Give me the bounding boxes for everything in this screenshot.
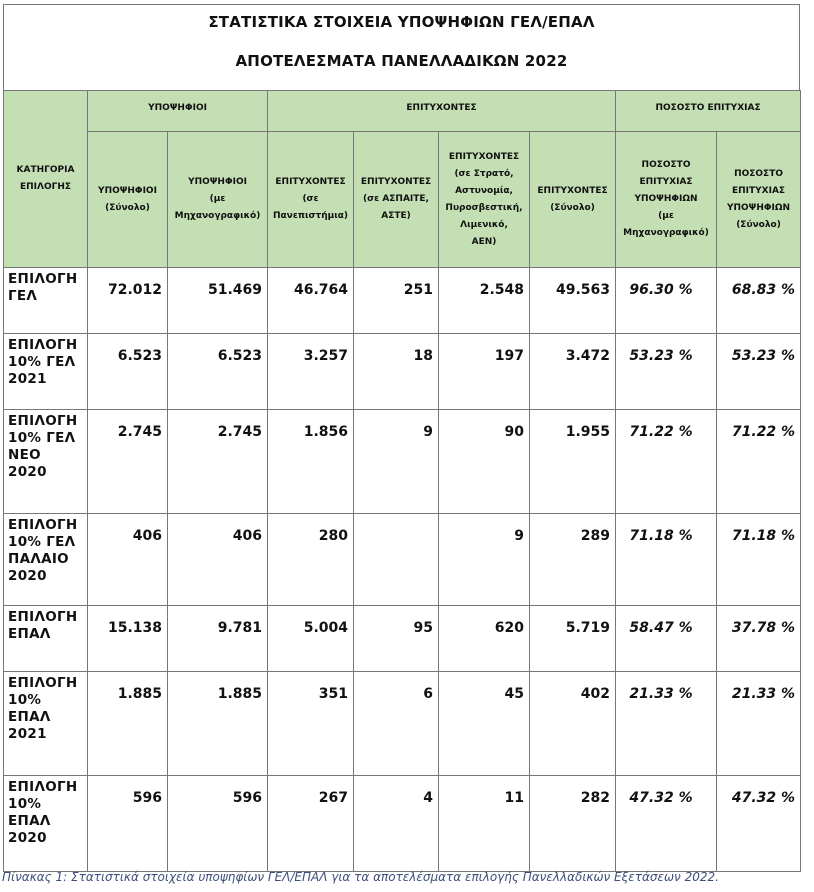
percent-cell: 47.32 %	[717, 776, 801, 872]
text-line: ΕΠΙΛΟΓΗ	[8, 675, 78, 691]
table-body	[4, 268, 801, 872]
value-cell: 6.523	[88, 334, 168, 410]
header-column	[354, 132, 439, 268]
value-cell: 90	[439, 410, 530, 514]
value-cell: 197	[439, 334, 530, 410]
text-line: ΕΠΙΛΟΓΗ	[8, 609, 78, 625]
text-line: (με	[658, 211, 674, 221]
value-cell: 5.004	[268, 606, 354, 672]
percent-cell: 71.22 %	[717, 410, 801, 514]
table-row	[4, 776, 801, 872]
value-cell: 15.138	[88, 606, 168, 672]
text-line: (με	[209, 194, 226, 204]
results-table	[3, 90, 801, 872]
category-cell	[4, 606, 88, 672]
value-cell: 402	[530, 672, 616, 776]
percent-cell: 53.23 %	[616, 334, 717, 410]
table-row	[4, 410, 801, 514]
text-line: 10%	[8, 796, 42, 812]
table-row	[4, 514, 801, 606]
value-cell: 406	[168, 514, 268, 606]
value-cell: 9.781	[168, 606, 268, 672]
text-line: ΥΠΟΨΗΦΙΟΙ	[188, 177, 247, 187]
value-cell: 3.257	[268, 334, 354, 410]
header-column	[717, 132, 801, 268]
percent-cell: 47.32 %	[616, 776, 717, 872]
category-cell	[4, 410, 88, 514]
category-cell	[4, 672, 88, 776]
text-line: ΑΕΝ)	[471, 236, 497, 247]
text-line: Πανεπιστήμια)	[272, 211, 349, 221]
value-cell: 2.745	[168, 410, 268, 514]
text-line: ΕΠΑΛ	[8, 813, 51, 829]
value-cell: 49.563	[530, 268, 616, 334]
text-line: ΝΕΟ	[8, 447, 41, 463]
value-cell: 45	[439, 672, 530, 776]
value-cell: 596	[88, 776, 168, 872]
header-category	[4, 91, 88, 268]
category-cell	[4, 268, 88, 334]
text-line: ΕΠΙΤΥΧΟΝΤΕΣ	[360, 177, 432, 187]
value-cell: 1.885	[88, 672, 168, 776]
header-group-row	[4, 91, 801, 132]
text-line: ΕΠΙΛΟΓΗ	[8, 337, 78, 353]
header-column	[88, 132, 168, 268]
document-subtitle: ΑΠΟΤΕΛΕΣΜΑΤΑ ΠΑΝΕΛΛΑΔΙΚΩΝ 2022	[235, 52, 568, 70]
header-column	[530, 132, 616, 268]
header-column-row	[4, 132, 801, 268]
percent-cell: 71.18 %	[717, 514, 801, 606]
text-line: ΠΑΛΑΙΟ	[8, 551, 69, 567]
text-line: ΕΠΙΤΥΧΟΝΤΕΣ	[537, 185, 608, 196]
value-cell: 9	[354, 410, 439, 514]
text-line: ΓΕΛ	[8, 288, 38, 304]
value-cell: 2.548	[439, 268, 530, 334]
percent-cell: 21.33 %	[717, 672, 801, 776]
value-cell	[354, 514, 439, 606]
table-row	[4, 672, 801, 776]
text-line: Μηχανογραφικό)	[174, 211, 261, 221]
value-cell: 11	[439, 776, 530, 872]
text-line: Λιμενικό,	[460, 219, 508, 230]
text-line: (Σύνολο)	[105, 202, 150, 213]
text-line: 2020	[8, 464, 47, 480]
header-group: ΕΠΙΤΥΧΟΝΤΕΣ	[268, 91, 616, 132]
value-cell: 1.955	[530, 410, 616, 514]
percent-cell: 53.23 %	[717, 334, 801, 410]
text-line: ΕΠΙΤΥΧΟΝΤΕΣ	[275, 177, 346, 187]
text-line: Πυροσβεστική,	[445, 202, 523, 213]
text-line: ΚΑΤΗΓΟΡΙΑ	[16, 165, 75, 175]
text-line: ΕΠΙΛΟΓΗ	[8, 517, 78, 533]
text-line: ΑΣΤΕ)	[381, 211, 411, 221]
title-box	[3, 4, 800, 90]
value-cell: 251	[354, 268, 439, 334]
text-line: 10% ΓΕΛ	[8, 354, 76, 370]
category-cell	[4, 334, 88, 410]
value-cell: 6.523	[168, 334, 268, 410]
text-line: ΠΟΣΟΣΤΟ	[734, 168, 783, 179]
value-cell: 282	[530, 776, 616, 872]
header-group: ΠΟΣΟΣΤΟ ΕΠΙΤΥΧΙΑΣ	[616, 91, 801, 132]
text-line: (σε	[302, 194, 319, 204]
table-row	[4, 606, 801, 672]
text-line: 10% ΓΕΛ	[8, 534, 76, 550]
text-line: ΕΠΙΤΥΧΙΑΣ	[639, 177, 693, 187]
value-cell: 6	[354, 672, 439, 776]
text-line: 2021	[8, 726, 47, 742]
stats-document	[3, 4, 800, 872]
text-line: ΕΠΑΛ	[8, 709, 51, 725]
percent-cell: 58.47 %	[616, 606, 717, 672]
text-line: 2020	[8, 830, 47, 846]
text-line: ΥΠΟΨΗΦΙΩΝ	[634, 194, 698, 204]
value-cell: 4	[354, 776, 439, 872]
text-line: Αστυνομία,	[455, 185, 513, 196]
percent-cell: 68.83 %	[717, 268, 801, 334]
text-line: 2020	[8, 568, 47, 584]
text-line: ΕΠΙΛΟΓΗ	[8, 779, 78, 795]
header-column	[439, 132, 530, 268]
text-line: 10%	[8, 692, 42, 708]
table-caption: Πίνακας 1: Στατιστικά στοιχεία υποψηφίων ΓΕΛ/ΕΠΑΛ για τα αποτελέσματα επιλογής Πανελλαδικών Εξετάσεων 2022.	[2, 870, 719, 884]
header-column	[168, 132, 268, 268]
value-cell: 51.469	[168, 268, 268, 334]
text-line: ΕΠΙΤΥΧΟΝΤΕΣ	[448, 151, 520, 162]
value-cell: 3.472	[530, 334, 616, 410]
percent-cell: 21.33 %	[616, 672, 717, 776]
text-line: (σε Στρατό,	[454, 168, 514, 179]
value-cell: 46.764	[268, 268, 354, 334]
text-line: 10% ΓΕΛ	[8, 430, 76, 446]
text-line: ΕΠΙΛΟΓΗ	[8, 413, 78, 429]
text-line: ΥΠΟΨΗΦΙΟΙ	[98, 185, 157, 196]
percent-cell: 71.22 %	[616, 410, 717, 514]
text-line: 2021	[8, 371, 47, 387]
text-line: ΕΠΑΛ	[8, 626, 51, 642]
text-line: ΕΠΙΛΟΓΗ	[8, 271, 78, 287]
value-cell: 406	[88, 514, 168, 606]
document-title: ΣΤΑΤΙΣΤΙΚΑ ΣΤΟΙΧΕΙΑ ΥΠΟΨΗΦΙΩΝ ΓΕΛ/ΕΠΑΛ	[208, 13, 595, 31]
value-cell: 2.745	[88, 410, 168, 514]
value-cell: 267	[268, 776, 354, 872]
value-cell: 1.885	[168, 672, 268, 776]
value-cell: 289	[530, 514, 616, 606]
value-cell: 620	[439, 606, 530, 672]
table-header	[4, 91, 801, 268]
text-line: ΥΠΟΨΗΦΙΩΝ	[726, 202, 791, 213]
value-cell: 72.012	[88, 268, 168, 334]
value-cell: 9	[439, 514, 530, 606]
header-group: ΥΠΟΨΗΦΙΟΙ	[88, 91, 268, 132]
text-line: ΠΟΣΟΣΤΟ	[641, 160, 691, 170]
table-row	[4, 334, 801, 410]
percent-cell: 96.30 %	[616, 268, 717, 334]
text-line: Μηχανογραφικό)	[623, 228, 709, 238]
text-line: (Σύνολο)	[736, 219, 781, 230]
category-cell	[4, 514, 88, 606]
value-cell: 18	[354, 334, 439, 410]
value-cell: 596	[168, 776, 268, 872]
value-cell: 351	[268, 672, 354, 776]
category-cell	[4, 776, 88, 872]
percent-cell: 71.18 %	[616, 514, 717, 606]
text-line: ΕΠΙΛΟΓΗΣ	[19, 182, 72, 192]
text-line: (Σύνολο)	[550, 202, 595, 213]
value-cell: 95	[354, 606, 439, 672]
value-cell: 280	[268, 514, 354, 606]
header-column	[616, 132, 717, 268]
text-line: ΕΠΙΤΥΧΙΑΣ	[731, 185, 786, 196]
text-line: (σε ΑΣΠΑΙΤΕ,	[363, 194, 429, 204]
value-cell: 5.719	[530, 606, 616, 672]
percent-cell: 37.78 %	[717, 606, 801, 672]
header-column	[268, 132, 354, 268]
value-cell: 1.856	[268, 410, 354, 514]
table-row	[4, 268, 801, 334]
